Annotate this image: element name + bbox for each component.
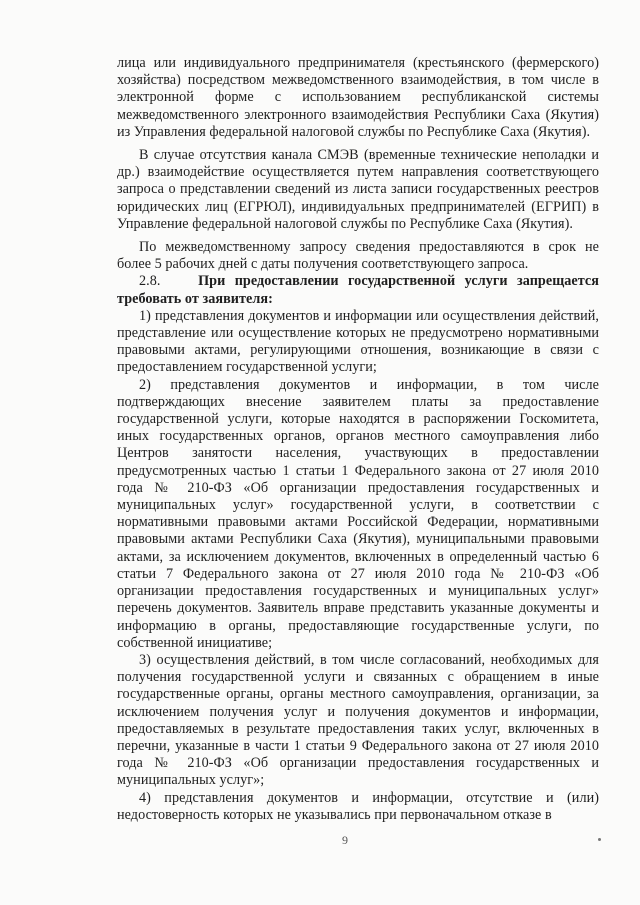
page-number: 9 (342, 833, 348, 847)
page-body (117, 55, 599, 824)
paragraph-3: По межведомственному запросу сведения предоставляются в срок не более 5 рабочих дней с даты получения соответствующего запроса. (117, 239, 599, 273)
list-item-2: 2) представления документов и информации, в том числе подтверждающих внесение заявителем платы за предоставление государственной услуги, которые находятся в распоряжении Госкомитета, иных государственных органов, органов местного самоуправления либо Центров занятости населения, участвующих в предоставлении предусмотренных частью 1 статьи 1 Федерального закона от 27 июля 2010 года № 210-ФЗ «Об организации предоставления государственных и муниципальных услуг» государственной услуги, в соответствии с нормативными правовыми актами Российской Федерации, нормативными правовыми актами Республики Саха (Якутия), муниципальными правовыми актами, за исключением документов, включенных в определенный частью 6 статьи 7 Федерального закона от 27 июля 2010 года № 210-ФЗ «Об организации предоставления государственных и муниципальных услуг» перечень документов. Заявитель вправе представить указанные документы и информацию в органы, предоставляющие государственные услуги, по собственной инициативе; (117, 376, 599, 651)
list-item-1: 1) представления документов и информации или осуществления действий, представление или осуществление которых не предусмотрено нормативными правовыми актами, регулирующими отношения, возникающие в связи с предоставлением государственной услуги; (117, 307, 599, 376)
section-2-8 (117, 273, 599, 307)
paragraph-2: В случае отсутствия канала СМЭВ (временные технические неполадки и др.) взаимодействие осуществляется путем направления соответствующего запроса о представлении сведений из листа записи государственных реестров юридических лиц (ЕГРЮЛ), индивидуальных предпринимателей (ЕГРИП) в Управление федеральной налоговой службы по Республике Саха (Якутия). (117, 147, 599, 232)
paragraph-1: лица или индивидуального предпринимателя (крестьянского (фермерского) хозяйства) посредством межведомственного взаимодействия, в том числе в электронной форме с использованием республиканской системы межведомственного электронного взаимодействия Республики Саха (Якутия) из Управления федеральной налоговой службы по Республике Саха (Якутия). (117, 55, 599, 140)
list-item-4: 4) представления документов и информации, отсутствие и (или) недостоверность которых не указывались при первоначальном отказе в (117, 789, 599, 823)
scan-speck (598, 838, 601, 841)
section-number: 2.8. (139, 273, 161, 290)
section-heading: При предоставлении государственной услуги запрещается требовать от заявителя: (117, 273, 599, 307)
list-item-3: 3) осуществления действий, в том числе согласований, необходимых для получения государственной услуги и связанных с обращением в иные государственные органы, органы местного самоуправления, организации, за исключением получения услуг и получения документов и информации, предоставляемых в результате предоставления таких услуг, включенных в перечни, указанные в части 1 статьи 9 Федерального закона от 27 июля 2010 года № 210-ФЗ «Об организации предоставления государственных и муниципальных услуг»; (117, 651, 599, 789)
